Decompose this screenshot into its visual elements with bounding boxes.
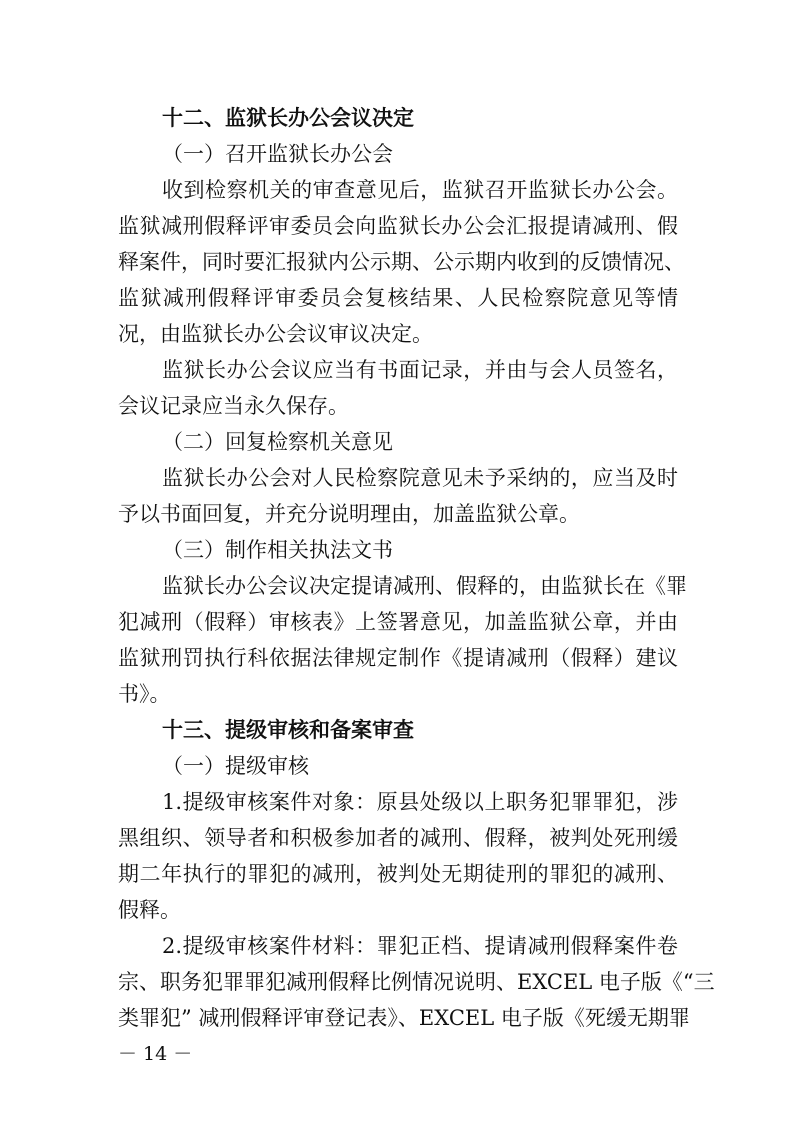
paragraph-line: 监狱长办公会对人民检察院意见未予采纳的，应当及时 (162, 466, 678, 490)
paragraph-line: 假释。 (118, 898, 181, 922)
section-heading: 十三、提级审核和备案审查 (162, 718, 414, 742)
paragraph-line: 会议记录应当永久保存。 (118, 394, 349, 418)
paragraph-line: 况，由监狱长办公会议审议决定。 (118, 322, 433, 346)
paragraph-line: 予以书面回复，并充分说明理由，加盖监狱公章。 (118, 502, 580, 526)
paragraph-line: 书》。 (118, 682, 171, 706)
subheading: （二）回复检察机关意见 (162, 430, 393, 454)
paragraph-line: 1.提级审核案件对象：原县处级以上职务犯罪罪犯，涉 (162, 790, 678, 814)
paragraph-line: 监狱减刑假释评审委员会复核结果、人民检察院意见等情 (118, 286, 678, 310)
paragraph-line: 监狱减刑假释评审委员会向监狱长办公会汇报提请减刑、假 (118, 214, 678, 238)
paragraph-line: 期二年执行的罪犯的减刑，被判处无期徒刑的罪犯的减刑、 (118, 862, 678, 886)
paragraph-line: 黑组织、领导者和积极参加者的减刑、假释，被判处死刑缓 (118, 826, 678, 850)
subheading: （三）制作相关执法文书 (162, 538, 393, 562)
paragraph-line: 监狱长办公会议应当有书面记录，并由与会人员签名， (162, 358, 678, 382)
paragraph-line: 监狱长办公会议决定提请减刑、假释的，由监狱长在《罪 (162, 574, 687, 598)
subheading: （一）召开监狱长办公会 (162, 142, 393, 166)
section-heading: 十二、监狱长办公会议决定 (162, 106, 414, 130)
paragraph-line: 收到检察机关的审查意见后，监狱召开监狱长办公会。 (162, 178, 678, 202)
subheading: （一）提级审核 (162, 754, 309, 778)
page-number: － 14 － (118, 1043, 193, 1065)
paragraph-line: 2.提级审核案件材料：罪犯正档、提请减刑假释案件卷 (162, 934, 678, 958)
paragraph-line: 释案件，同时要汇报狱内公示期、公示期内收到的反馈情况、 (118, 250, 685, 274)
paragraph-line: 监狱刑罚执行科依据法律规定制作《提请减刑（假释）建议 (118, 646, 678, 670)
paragraph-line: 类罪犯” 减刑假释评审登记表》、EXCEL 电子版《死缓无期罪 (118, 1006, 690, 1030)
paragraph-line: 犯减刑（假释）审核表》上签署意见，加盖监狱公章，并由 (118, 610, 678, 634)
paragraph-line: 宗、职务犯罪罪犯减刑假释比例情况说明、EXCEL 电子版《“三 (118, 970, 715, 994)
